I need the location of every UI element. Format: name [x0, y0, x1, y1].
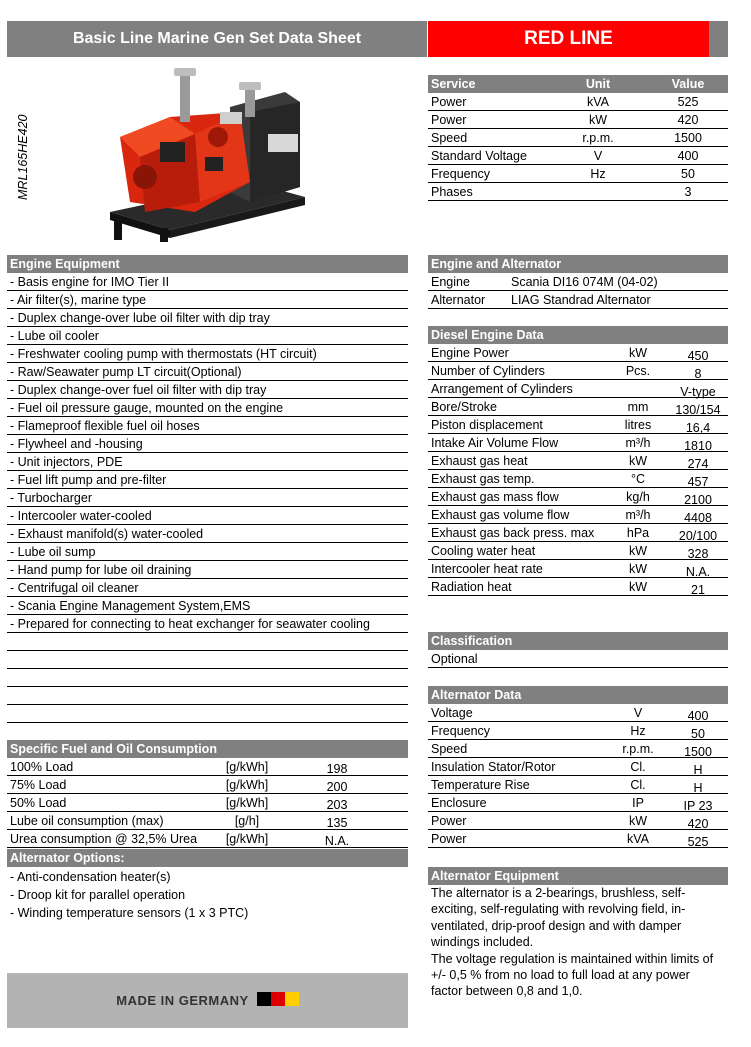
fuel-value: N.A.	[324, 834, 350, 848]
diesel-label: Exhaust gas volume flow	[431, 508, 570, 522]
alternator-data-value: H	[693, 781, 703, 795]
diesel-label: Intake Air Volume Flow	[431, 436, 559, 450]
diesel-unit: kW	[628, 544, 648, 558]
diesel-row	[428, 380, 728, 398]
diesel-value: 21	[691, 583, 705, 597]
engine-equipment-item	[7, 561, 408, 579]
engine-equipment-text: - Centrifugal oil cleaner	[10, 581, 139, 595]
engine-equipment-text: - Hand pump for lube oil draining	[10, 563, 192, 577]
service-row	[428, 93, 728, 111]
engine-equipment-item	[7, 435, 408, 453]
alternator-data-label: Voltage	[431, 706, 473, 720]
engine-alternator-value: Scania DI16 074M (04-02)	[511, 275, 658, 289]
alternator-data-value: H	[693, 763, 703, 777]
diesel-value: 4408	[684, 511, 712, 525]
engine-equipment-item	[7, 417, 408, 435]
service-value: 400	[677, 149, 699, 163]
diesel-label: Bore/Stroke	[431, 400, 498, 414]
fuel-label: Lube oil consumption (max)	[10, 814, 164, 828]
made-in-germany-badge	[7, 973, 408, 1028]
diesel-unit: m³/h	[625, 436, 651, 450]
alternator-data-value: 525	[687, 835, 709, 849]
fuel-row	[7, 758, 408, 776]
service-value: 50	[681, 167, 695, 181]
classification-row	[428, 650, 728, 668]
diesel-unit: kW	[628, 562, 648, 576]
alternator-option-item: - Winding temperature sensors (1 x 3 PTC)	[10, 906, 249, 920]
alternator-data-value: 420	[687, 817, 709, 831]
diesel-label: Arrangement of Cylinders	[431, 382, 573, 396]
alternator-data-label: Power	[431, 832, 467, 846]
alternator-data-row	[428, 794, 728, 812]
diesel-unit: mm	[627, 400, 649, 414]
diesel-row	[428, 434, 728, 452]
fuel-unit: [g/kWh]	[225, 832, 269, 846]
diesel-label: Cooling water heat	[431, 544, 536, 558]
empty-row	[7, 687, 408, 705]
alternator-equipment-regulation: The voltage regulation is maintained within limits of +/- 0,5 % from no load to full load at any power factor between 0,8 and 1,0.	[431, 951, 714, 999]
engine-equipment-item	[7, 381, 408, 399]
diesel-label: Exhaust gas heat	[431, 454, 528, 468]
alternator-data-label: Enclosure	[431, 796, 487, 810]
alternator-data-row	[428, 704, 728, 722]
diesel-value: 457	[687, 475, 709, 489]
engine-equipment-item	[7, 471, 408, 489]
engine-equipment-item	[7, 363, 408, 381]
engine-alternator-row	[428, 273, 728, 291]
diesel-row	[428, 416, 728, 434]
fuel-row	[7, 776, 408, 794]
diesel-row	[428, 488, 728, 506]
engine-alternator-label: Engine	[431, 275, 470, 289]
diesel-unit: kW	[628, 580, 648, 594]
engine-equipment-item	[7, 327, 408, 345]
fuel-label: Urea consumption @ 32,5% Urea	[10, 832, 198, 846]
engine-equipment-item	[7, 399, 408, 417]
empty-row	[7, 669, 408, 687]
alternator-data-label: Frequency	[431, 724, 491, 738]
alternator-data-row	[428, 722, 728, 740]
engine-equipment-item	[7, 615, 408, 633]
diesel-value: V-type	[680, 385, 716, 399]
alternator-data-row	[428, 740, 728, 758]
genset-image	[100, 62, 310, 242]
engine-equipment-item	[7, 291, 408, 309]
alternator-option-item: - Droop kit for parallel operation	[10, 888, 186, 902]
engine-equipment-text: - Flywheel and -housing	[10, 437, 143, 451]
fuel-unit: [g/kWh]	[225, 760, 269, 774]
service-unit: V	[593, 149, 603, 163]
made-in-label: MADE IN GERMANY	[116, 993, 249, 1008]
engine-equipment-item	[7, 453, 408, 471]
diesel-value: 16,4	[685, 421, 711, 435]
alternator-data-unit: IP	[632, 796, 644, 810]
service-value: 525	[677, 95, 699, 109]
service-unit: kW	[588, 113, 608, 127]
diesel-value: 20/100	[678, 529, 718, 543]
service-row	[428, 165, 728, 183]
fuel-unit: [g/kWh]	[225, 778, 269, 792]
alternator-data-row	[428, 776, 728, 794]
engine-alternator-row	[428, 291, 728, 309]
diesel-label: Intercooler heat rate	[431, 562, 543, 576]
engine-equipment-text: - Intercooler water-cooled	[10, 509, 152, 523]
classification-title: Classification	[428, 632, 728, 650]
fuel-value: 203	[326, 798, 348, 812]
engine-equipment-item	[7, 309, 408, 327]
diesel-unit: hPa	[626, 526, 650, 540]
diesel-unit: m³/h	[625, 508, 651, 522]
engine-equipment-item	[7, 345, 408, 363]
service-row	[428, 111, 728, 129]
diesel-value: 130/154	[675, 403, 721, 417]
fuel-row	[7, 830, 408, 848]
alternator-data-label: Temperature Rise	[431, 778, 530, 792]
service-col-value: Value	[671, 77, 705, 91]
diesel-label: Radiation heat	[431, 580, 512, 594]
alternator-data-unit: Cl.	[630, 760, 646, 774]
alternator-options-title: Alternator Options:	[7, 849, 408, 867]
diesel-value: 2100	[684, 493, 712, 507]
alternator-data-row	[428, 758, 728, 776]
alternator-data-unit: r.p.m.	[622, 742, 654, 756]
diesel-value: 8	[694, 367, 702, 381]
engine-alternator-value: LIAG Standrad Alternator	[511, 293, 651, 307]
alternator-data-unit: kW	[628, 814, 648, 828]
diesel-label: Exhaust gas mass flow	[431, 490, 559, 504]
product-line-label: RED LINE	[428, 21, 709, 57]
diesel-value: 274	[687, 457, 709, 471]
alternator-data-row	[428, 830, 728, 848]
alternator-data-unit: kVA	[627, 832, 649, 846]
diesel-label: Exhaust gas temp.	[431, 472, 535, 486]
diesel-row	[428, 470, 728, 488]
diesel-value: 1810	[684, 439, 712, 453]
diesel-value: 450	[687, 349, 709, 363]
engine-equipment-text: - Freshwater cooling pump with thermostats (HT circuit)	[10, 347, 317, 361]
fuel-value: 135	[326, 816, 348, 830]
alternator-data-unit: Cl.	[630, 778, 646, 792]
engine-equipment-text: - Duplex change-over fuel oil filter with dip tray	[10, 383, 267, 397]
engine-equipment-text: - Lube oil sump	[10, 545, 96, 559]
engine-equipment-item	[7, 597, 408, 615]
engine-alternator-title: Engine and Alternator	[428, 255, 728, 273]
engine-equipment-item	[7, 507, 408, 525]
service-col-unit: Unit	[585, 77, 611, 91]
diesel-row	[428, 560, 728, 578]
service-row	[428, 147, 728, 165]
service-unit: Hz	[590, 167, 606, 181]
alternator-data-label: Speed	[431, 742, 468, 756]
engine-equipment-text: - Flameproof flexible fuel oil hoses	[10, 419, 200, 433]
service-col-service: Service	[431, 77, 476, 91]
alternator-option-item: - Anti-condensation heater(s)	[10, 870, 171, 884]
model-number: MRL165HE420	[16, 114, 30, 200]
diesel-label: Exhaust gas back press. max	[431, 526, 595, 540]
service-row	[428, 183, 728, 201]
empty-row	[7, 705, 408, 723]
alternator-data-value: 50	[691, 727, 705, 741]
diesel-row	[428, 452, 728, 470]
service-unit: kVA	[587, 95, 609, 109]
diesel-label: Number of Cylinders	[431, 364, 545, 378]
alternator-data-label: Insulation Stator/Rotor	[431, 760, 556, 774]
engine-equipment-item	[7, 525, 408, 543]
engine-alternator-label: Alternator	[431, 293, 486, 307]
service-label: Phases	[431, 185, 473, 199]
fuel-value: 200	[326, 780, 348, 794]
alternator-equipment-text	[431, 885, 721, 1000]
service-value: 420	[677, 113, 699, 127]
service-value: 1500	[674, 131, 702, 145]
fuel-label: 75% Load	[10, 778, 67, 792]
diesel-unit: litres	[624, 418, 652, 432]
german-flag-icon	[257, 992, 299, 1009]
engine-equipment-text: - Duplex change-over lube oil filter with dip tray	[10, 311, 270, 325]
service-label: Power	[431, 113, 467, 127]
engine-equipment-text: - Air filter(s), marine type	[10, 293, 147, 307]
alternator-data-title: Alternator Data	[428, 686, 728, 704]
alternator-equipment-desc: The alternator is a 2-bearings, brushless, self-exciting, self-regulating with revolving field, in-ventilated, drip-proof design and with damper windings included.	[431, 886, 686, 950]
diesel-label: Engine Power	[431, 346, 509, 360]
engine-equipment-text: - Basis engine for IMO Tier II	[10, 275, 170, 289]
diesel-unit: Pcs.	[625, 364, 651, 378]
fuel-row	[7, 812, 408, 830]
classification-value: Optional	[431, 652, 478, 666]
engine-equipment-text: - Scania Engine Management System,EMS	[10, 599, 251, 613]
alternator-data-value: 400	[687, 709, 709, 723]
engine-equipment-item	[7, 273, 408, 291]
service-value: 3	[684, 185, 692, 199]
engine-equipment-text: - Fuel lift pump and pre-filter	[10, 473, 167, 487]
engine-equipment-text: - Prepared for connecting to heat exchanger for seawater cooling	[10, 617, 370, 631]
diesel-unit: kW	[628, 346, 648, 360]
engine-equipment-text: - Raw/Seawater pump LT circuit(Optional)	[10, 365, 242, 379]
header-end-block	[709, 21, 728, 57]
fuel-value: 198	[326, 762, 348, 776]
diesel-value: 328	[687, 547, 709, 561]
empty-row	[7, 651, 408, 669]
diesel-row	[428, 578, 728, 596]
diesel-row	[428, 344, 728, 362]
engine-equipment-item	[7, 579, 408, 597]
diesel-unit: °C	[630, 472, 646, 486]
service-header	[428, 75, 728, 93]
alternator-data-unit: Hz	[630, 724, 646, 738]
diesel-row	[428, 542, 728, 560]
service-label: Standard Voltage	[431, 149, 527, 163]
diesel-engine-title: Diesel Engine Data	[428, 326, 728, 344]
alternator-data-row	[428, 812, 728, 830]
engine-equipment-text: - Exhaust manifold(s) water-cooled	[10, 527, 204, 541]
fuel-unit: [g/kWh]	[225, 796, 269, 810]
fuel-label: 50% Load	[10, 796, 67, 810]
service-label: Power	[431, 95, 467, 109]
empty-row	[7, 633, 408, 651]
diesel-unit: kg/h	[626, 490, 650, 504]
engine-equipment-text: - Turbocharger	[10, 491, 92, 505]
engine-equipment-item	[7, 489, 408, 507]
alternator-data-value: IP 23	[683, 799, 713, 813]
alternator-data-unit: V	[633, 706, 643, 720]
diesel-row	[428, 398, 728, 416]
engine-equipment-text: - Lube oil cooler	[10, 329, 99, 343]
service-row	[428, 129, 728, 147]
fuel-unit: [g/h]	[234, 814, 260, 828]
alternator-equipment-title: Alternator Equipment	[428, 867, 728, 885]
engine-equipment-item	[7, 543, 408, 561]
service-label: Frequency	[431, 167, 491, 181]
fuel-row	[7, 794, 408, 812]
engine-equipment-text: - Unit injectors, PDE	[10, 455, 123, 469]
alternator-data-value: 1500	[684, 745, 712, 759]
diesel-row	[428, 506, 728, 524]
service-unit: r.p.m.	[582, 131, 614, 145]
diesel-row	[428, 524, 728, 542]
diesel-row	[428, 362, 728, 380]
fuel-label: 100% Load	[10, 760, 74, 774]
engine-equipment-text: - Fuel oil pressure gauge, mounted on the engine	[10, 401, 284, 415]
service-label: Speed	[431, 131, 468, 145]
document-title: Basic Line Marine Gen Set Data Sheet	[7, 21, 427, 57]
diesel-unit: kW	[628, 454, 648, 468]
diesel-label: Piston displacement	[431, 418, 543, 432]
diesel-value: N.A.	[685, 565, 711, 579]
fuel-consumption-title: Specific Fuel and Oil Consumption	[7, 740, 408, 758]
engine-equipment-title: Engine Equipment	[7, 255, 408, 273]
alternator-data-label: Power	[431, 814, 467, 828]
